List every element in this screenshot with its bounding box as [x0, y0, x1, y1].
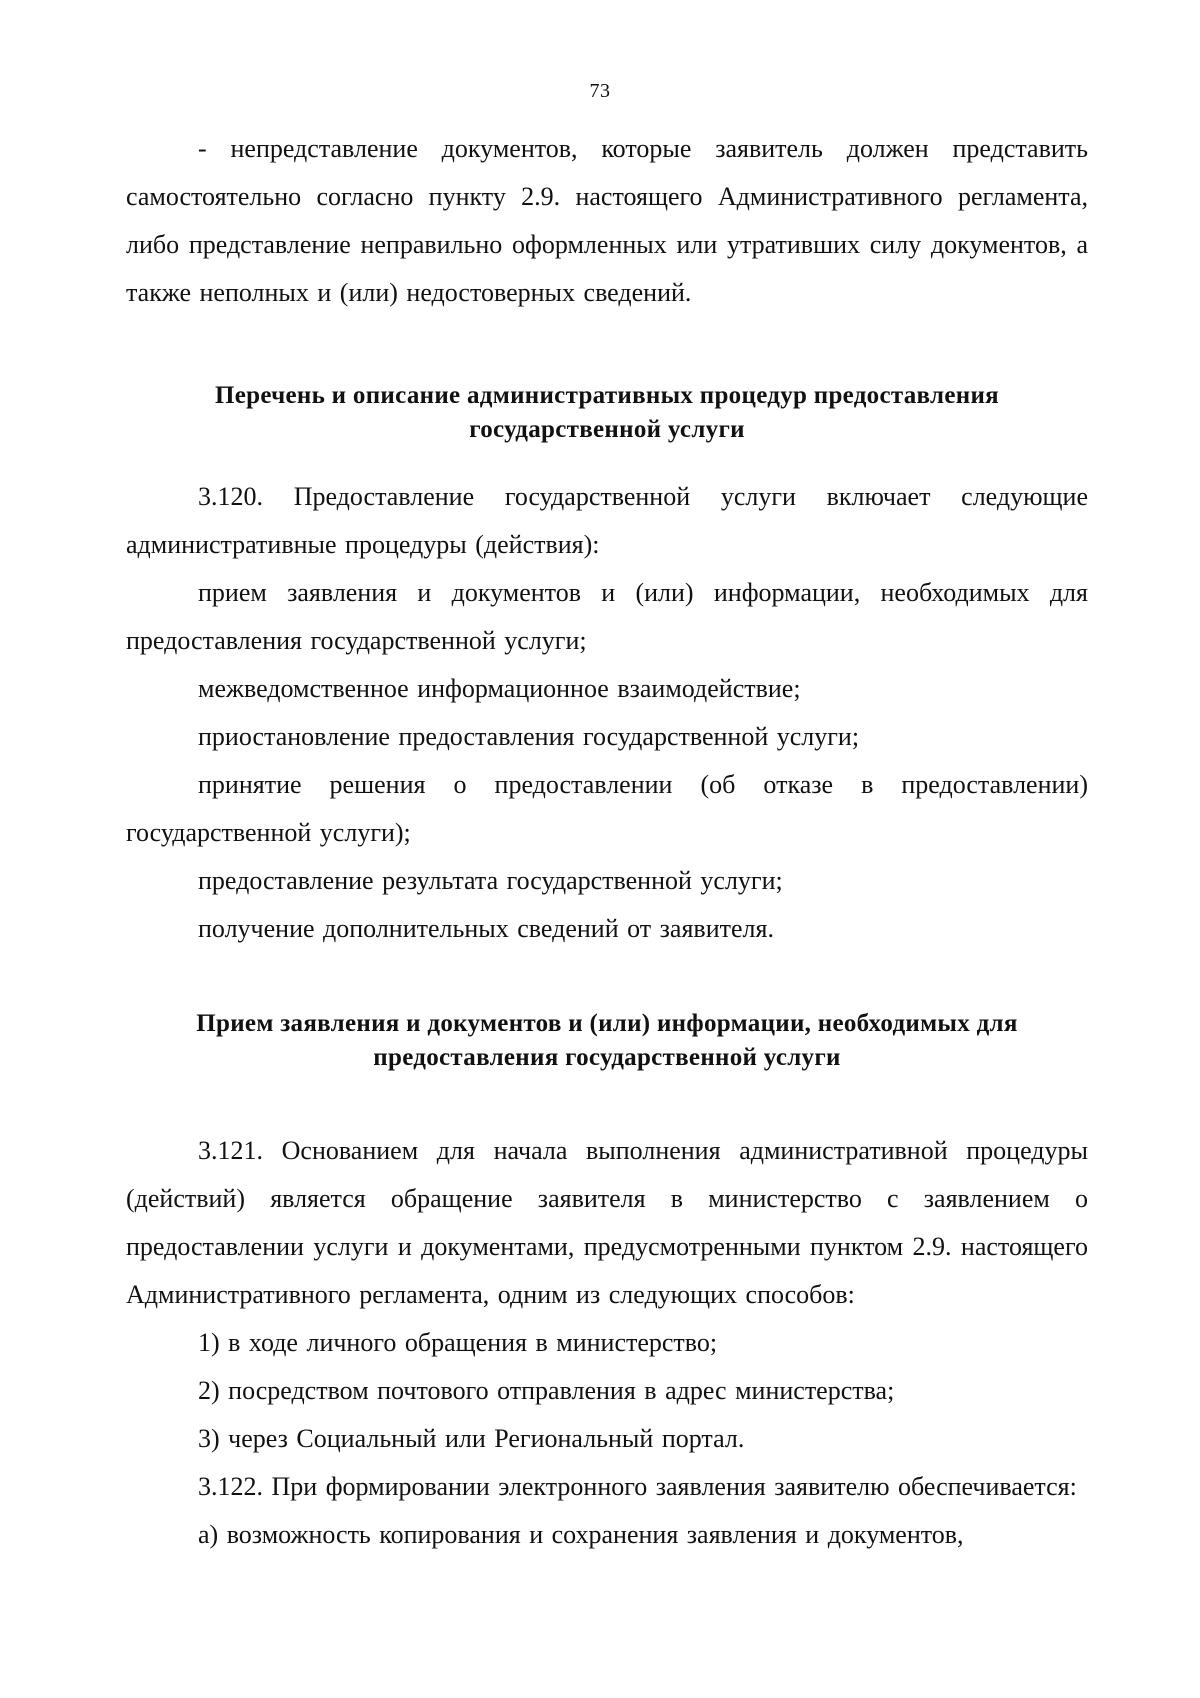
list-item-procedure: прием заявления и документов и (или) информации, необходимых для предоставления государственной услуги;: [126, 578, 1088, 655]
list-item-procedure: принятие решения о предоставлении (об отказе в предоставлении) государственной услуги);: [126, 770, 1088, 847]
section-heading-procedures: [126, 379, 1088, 447]
list-item-method: 3) через Социальный или Региональный портал.: [198, 1424, 745, 1453]
list-item-method: 1) в ходе личного обращения в министерство;: [198, 1328, 718, 1357]
list-item-procedure: приостановление предоставления государственной услуги;: [198, 722, 860, 751]
list-item-method: 2) посредством почтового отправления в адрес министерства;: [198, 1376, 895, 1405]
section-heading-line: государственной услуги: [469, 416, 745, 443]
section-heading-line: Перечень и описание административных процедур предоставления: [214, 382, 999, 409]
page-number: 73: [589, 80, 611, 102]
section-heading-application: [126, 1007, 1088, 1075]
paragraph-nonsubmission: - непредставление документов, которые заявитель должен представить самостоятельно согласно пункту 2.9. настоящего Административного регламента, либо представление неправильно оформленных или утративших силу документов, а также неполных и (или) недостоверных сведений.: [126, 134, 1088, 307]
paragraph-3-121: 3.121. Основанием для начала выполнения административной процедуры (действий) является обращение заявителя в министерство с заявлением о предоставлении услуги и документами, предусмотренными пунктом 2.9. настоящего Административного регламента, одним из следующих способов:: [126, 1136, 1088, 1309]
page-content: [126, 125, 1088, 1559]
list-item-electronic: а) возможность копирования и сохранения заявления и документов,: [198, 1520, 964, 1549]
list-item-procedure: межведомственное информационное взаимодействие;: [198, 674, 801, 703]
list-item-procedure: предоставление результата государственной услуги;: [198, 866, 783, 895]
section-heading-line: предоставления государственной услуги: [373, 1044, 841, 1071]
paragraph-3-120: 3.120. Предоставление государственной услуги включает следующие административные процедуры (действия):: [126, 482, 1088, 559]
paragraph-3-122: 3.122. При формировании электронного заявления заявителю обеспечивается:: [198, 1472, 1077, 1501]
list-item-procedure: получение дополнительных сведений от заявителя.: [198, 914, 774, 943]
section-heading-line: Прием заявления и документов и (или) информации, необходимых для: [196, 1010, 1018, 1037]
